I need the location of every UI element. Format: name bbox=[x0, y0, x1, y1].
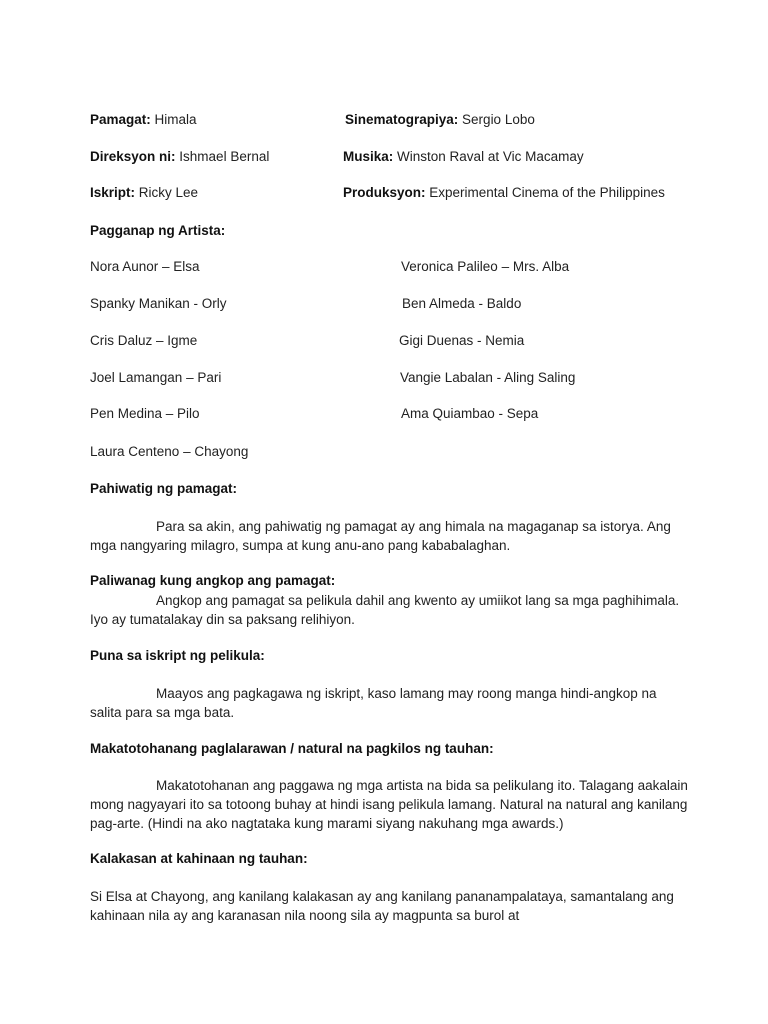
cast-right-3: Vangie Labalan - Aling Saling bbox=[400, 370, 576, 385]
production-value: Experimental Cinema of the Philippines bbox=[429, 185, 665, 200]
pahiwatig-body: Para sa akin, ang pahiwatig ng pamagat ay ang himala na magaganap sa istorya. Ang mga nangyaring milagro, sumpa at kung anu-ano pang kababalaghan. bbox=[90, 519, 671, 553]
cast-left-4: Pen Medina – Pilo bbox=[90, 406, 200, 421]
cast-left-1: Spanky Manikan - Orly bbox=[90, 296, 227, 311]
cast-right-4: Ama Quiambao - Sepa bbox=[401, 406, 539, 421]
script-line bbox=[90, 185, 198, 200]
production-line bbox=[343, 185, 665, 200]
title-label: Pamagat: bbox=[90, 112, 151, 127]
puna-heading: Puna sa iskript ng pelikula: bbox=[90, 648, 265, 663]
kalakasan-heading: Kalakasan at kahinaan ng tauhan: bbox=[90, 851, 308, 866]
cast-heading: Pagganap ng Artista: bbox=[90, 223, 226, 238]
cast-right-1: Ben Almeda - Baldo bbox=[402, 296, 522, 311]
title-value: Himala bbox=[154, 112, 197, 127]
production-label: Produksyon: bbox=[343, 185, 426, 200]
direction-value: Ishmael Bernal bbox=[179, 149, 270, 164]
cast-left-0: Nora Aunor – Elsa bbox=[90, 259, 200, 274]
paliwanag-body: Angkop ang pamagat sa pelikula dahil ang kwento ay umiikot lang sa mga paghihimala. Iyo ay tumatalakay din sa paksang relihiyon. bbox=[90, 593, 680, 627]
cast-right-0: Veronica Palileo – Mrs. Alba bbox=[401, 259, 570, 274]
script-value: Ricky Lee bbox=[138, 185, 199, 200]
cast-left-3: Joel Lamangan – Pari bbox=[90, 370, 222, 385]
puna-body: Maayos ang pagkagawa ng iskript, kaso lamang may roong manga hindi-angkop na salita para sa mga bata. bbox=[90, 686, 657, 720]
paliwanag-heading: Paliwanag kung angkop ang pamagat: bbox=[90, 573, 336, 588]
script-label: Iskript: bbox=[90, 185, 136, 200]
music-label: Musika: bbox=[343, 149, 394, 164]
direction-line bbox=[90, 149, 269, 164]
cast-left-5: Laura Centeno – Chayong bbox=[90, 444, 249, 459]
makatotohanan-body: Makatotohanan ang paggawa ng mga artista na bida sa pelikulang ito. Talagang aakalain mong nagyayari ito sa totoong buhay at hindi isang pelikula lamang. Natural na natural ang kanilang pag-arte. (Hindi na ako nagtataka kung marami siyang nakuhang mga awards.) bbox=[90, 778, 688, 831]
cinematography-label: Sinematograpiya: bbox=[345, 112, 459, 127]
title-line bbox=[90, 112, 197, 127]
kalakasan-body: Si Elsa at Chayong, ang kanilang kalakasan ay ang kanilang pananampalataya, samantalang ang kahinaan nila ay ang karanasan nila noong sila ay magpunta sa burol at bbox=[90, 889, 674, 923]
pahiwatig-heading: Pahiwatig ng pamagat: bbox=[90, 481, 238, 496]
makatotohanan-heading: Makatotohanang paglalarawan / natural na pagkilos ng tauhan: bbox=[90, 741, 494, 756]
music-line bbox=[343, 149, 584, 164]
cinematography-line bbox=[345, 112, 535, 127]
direction-label: Direksyon ni: bbox=[90, 149, 176, 164]
cast-right-2: Gigi Duenas - Nemia bbox=[399, 333, 525, 348]
cast-left-2: Cris Daluz – Igme bbox=[90, 333, 198, 348]
cinematography-value: Sergio Lobo bbox=[462, 112, 535, 127]
music-value: Winston Raval at Vic Macamay bbox=[397, 149, 584, 164]
